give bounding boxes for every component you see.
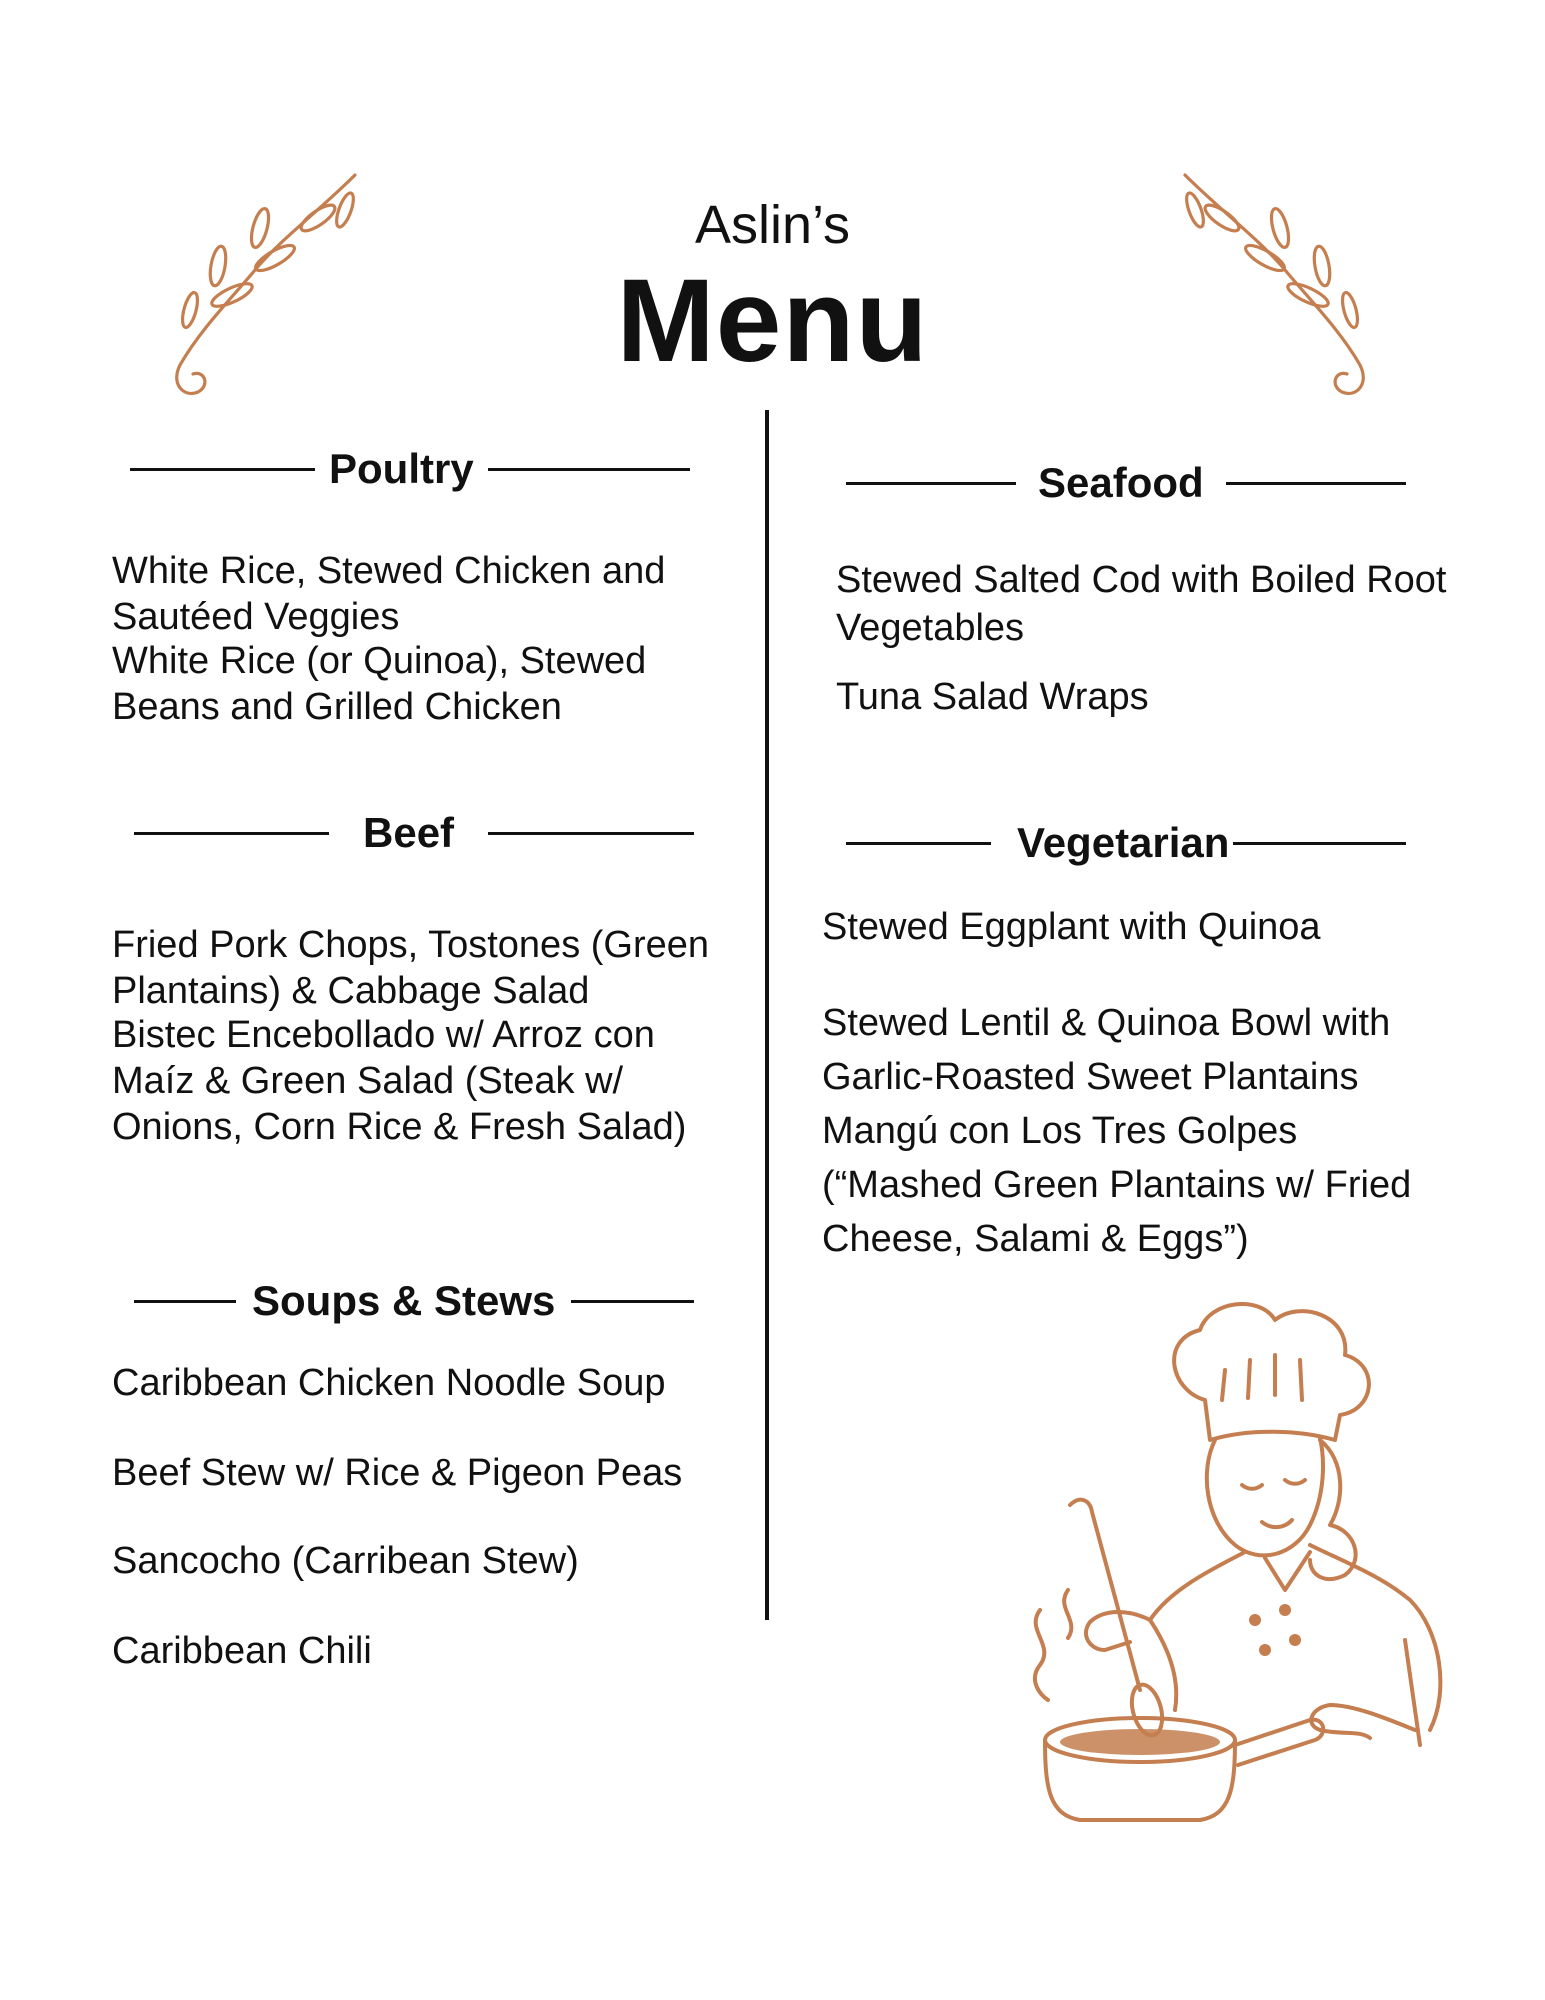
menu-item: White Rice, Stewed Chicken and Sautéed Veggies [112, 550, 666, 638]
chef-cooking-illustration [1010, 1290, 1470, 1830]
menu-item: Caribbean Chili [112, 1630, 372, 1672]
section-heading-soups [134, 1277, 694, 1324]
menu-item: White Rice (or Quinoa), Stewed Beans and Grilled Chicken [112, 640, 647, 728]
section-heading-poultry [130, 445, 690, 492]
heading-rule [846, 842, 991, 845]
menu-item: Fried Pork Chops, Tostones (Green Plantains) & Cabbage Salad [112, 924, 710, 1012]
heading-rule [134, 832, 329, 835]
leaf-sprig-right-icon [1170, 170, 1380, 400]
column-divider [765, 410, 769, 1620]
menu-subtitle: Aslin’s [694, 195, 851, 255]
menu-item: Stewed Eggplant with Quinoa [822, 906, 1321, 948]
section-title-beef: Beef [363, 809, 455, 856]
section-heading-beef [134, 809, 694, 856]
heading-rule [130, 468, 315, 471]
menu-item: Bistec Encebollado w/ Arroz con Maíz & Green Salad (Steak w/ Onions, Corn Rice & Fresh Salad) [112, 1014, 687, 1148]
leaf-sprig-left-icon [160, 170, 370, 400]
section-heading-vegetarian [846, 819, 1406, 866]
section-title-vegetarian: Vegetarian [1017, 819, 1230, 866]
heading-rule [134, 1300, 236, 1303]
heading-rule [1233, 842, 1406, 845]
heading-rule [488, 468, 690, 471]
menu-item: Tuna Salad Wraps [836, 676, 1149, 718]
heading-rule [571, 1300, 694, 1303]
menu-item: Mangú con Los Tres Golpes (“Mashed Green Plantains w/ Fried Cheese, Salami & Eggs”) [822, 1110, 1412, 1260]
menu-item: Beef Stew w/ Rice & Pigeon Peas [112, 1452, 683, 1494]
heading-rule [846, 482, 1016, 485]
menu-title: Menu [616, 255, 929, 387]
heading-rule [488, 832, 694, 835]
section-heading-seafood [846, 459, 1406, 506]
menu-item: Stewed Salted Cod with Boiled Root Vegetables [836, 559, 1447, 649]
section-title-poultry: Poultry [329, 445, 474, 492]
heading-rule [1226, 482, 1406, 485]
menu-item: Caribbean Chicken Noodle Soup [112, 1362, 666, 1404]
section-title-soups: Soups & Stews [252, 1277, 556, 1324]
section-title-seafood: Seafood [1038, 459, 1204, 506]
menu-item: Sancocho (Carribean Stew) [112, 1540, 579, 1582]
menu-item: Stewed Lentil & Quinoa Bowl with Garlic-Roasted Sweet Plantains [822, 1002, 1391, 1098]
